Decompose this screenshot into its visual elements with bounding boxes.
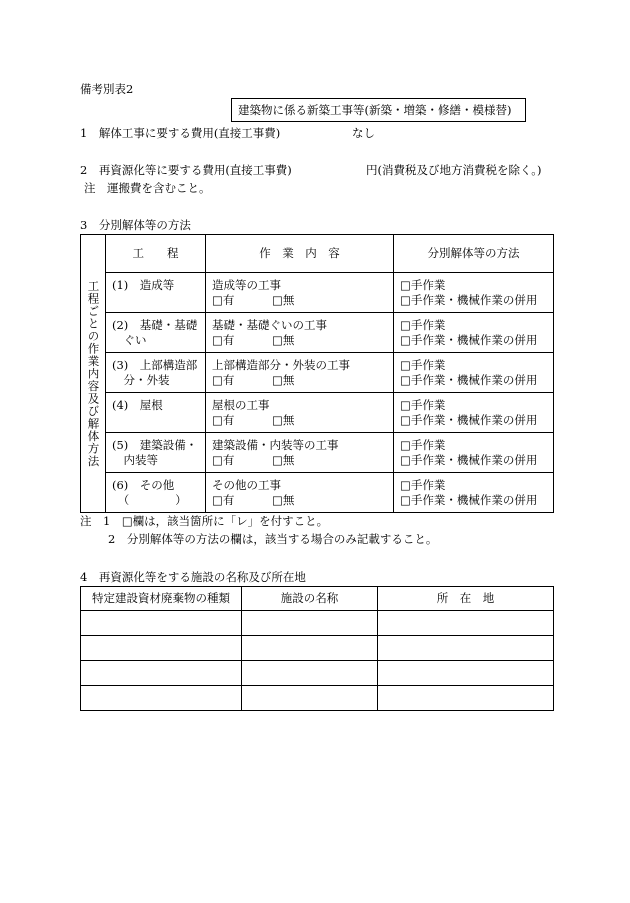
section3-note1: 注 1 □欄は，該当箇所に「レ」を付すこと。 <box>80 514 329 528</box>
manual-checkbox[interactable]: □手作業 <box>400 438 446 452</box>
waste-type-cell[interactable] <box>81 611 242 636</box>
facility-name-cell[interactable] <box>242 686 378 711</box>
process-label: (2) 基礎・基礎 <box>112 318 198 332</box>
no-checkbox[interactable]: □無 <box>272 453 295 467</box>
section2-label: 2 再資源化等に要する費用(直接工事費) <box>80 163 292 177</box>
manual-machine-checkbox[interactable]: □手作業・機械作業の併用 <box>400 453 538 467</box>
yes-checkbox[interactable]: □有 <box>212 333 235 347</box>
section2-value: 円(消費税及び地方消費税を除く。) <box>366 163 542 177</box>
table-row <box>81 636 554 661</box>
col-header-method: 分別解体等の方法 <box>394 235 554 273</box>
col-header-facility-name: 施設の名称 <box>242 587 378 611</box>
waste-type-cell[interactable] <box>81 686 242 711</box>
section1-value: なし <box>352 126 375 140</box>
process-label-line2: 内装等 <box>112 453 158 467</box>
location-cell[interactable] <box>378 661 554 686</box>
manual-checkbox[interactable]: □手作業 <box>400 318 446 332</box>
manual-checkbox[interactable]: □手作業 <box>400 398 446 412</box>
table-row <box>81 611 554 636</box>
location-cell[interactable] <box>378 686 554 711</box>
manual-machine-checkbox[interactable]: □手作業・機械作業の併用 <box>400 293 538 307</box>
table-row <box>81 393 554 433</box>
waste-type-cell[interactable] <box>81 661 242 686</box>
work-label: 基礎・基礎ぐいの工事 <box>212 318 327 332</box>
manual-checkbox[interactable]: □手作業 <box>400 358 446 372</box>
yes-checkbox[interactable]: □有 <box>212 293 235 307</box>
process-label: (3) 上部構造部 <box>112 358 198 372</box>
process-label: (6) その他 <box>112 478 175 492</box>
work-label: 造成等の工事 <box>212 278 281 292</box>
no-checkbox[interactable]: □無 <box>272 413 295 427</box>
section3-note2: 2 分別解体等の方法の欄は，該当する場合のみ記載すること。 <box>108 532 438 546</box>
no-checkbox[interactable]: □無 <box>272 293 295 307</box>
col-header-process: 工 程 <box>106 235 206 273</box>
location-cell[interactable] <box>378 611 554 636</box>
table-row <box>81 661 554 686</box>
yes-checkbox[interactable]: □有 <box>212 453 235 467</box>
facility-table <box>80 586 554 711</box>
work-label: 屋根の工事 <box>212 398 270 412</box>
facility-name-cell[interactable] <box>242 611 378 636</box>
manual-machine-checkbox[interactable]: □手作業・機械作業の併用 <box>400 413 538 427</box>
process-label-line2: 分・外装 <box>112 373 170 387</box>
process-label: (1) 造成等 <box>112 278 175 292</box>
manual-checkbox[interactable]: □手作業 <box>400 278 446 292</box>
process-label-line2: ぐい <box>112 333 147 347</box>
location-cell[interactable] <box>378 636 554 661</box>
table-row <box>81 473 554 513</box>
col-header-waste-type: 特定建設資材廃棄物の種類 <box>81 587 242 611</box>
yes-checkbox[interactable]: □有 <box>212 493 235 507</box>
side-label-cell <box>81 235 106 513</box>
work-label: その他の工事 <box>212 478 281 492</box>
table-row <box>81 433 554 473</box>
section1-label: 1 解体工事に要する費用(直接工事費) <box>80 126 281 140</box>
table-row <box>81 313 554 353</box>
work-label: 上部構造部分・外装の工事 <box>212 358 350 372</box>
form-title: 備考別表2 <box>80 82 134 96</box>
separation-method-table <box>80 234 554 513</box>
no-checkbox[interactable]: □無 <box>272 373 295 387</box>
yes-checkbox[interactable]: □有 <box>212 413 235 427</box>
manual-machine-checkbox[interactable]: □手作業・機械作業の併用 <box>400 493 538 507</box>
category-label: 建築物に係る新築工事等(新築・増築・修繕・模様替) <box>238 103 512 117</box>
process-label: (4) 屋根 <box>112 398 163 412</box>
facility-name-cell[interactable] <box>242 636 378 661</box>
table-row <box>81 686 554 711</box>
table-row <box>81 353 554 393</box>
no-checkbox[interactable]: □無 <box>272 333 295 347</box>
col-header-location: 所 在 地 <box>378 587 554 611</box>
manual-machine-checkbox[interactable]: □手作業・機械作業の併用 <box>400 333 538 347</box>
col-header-work: 作 業 内 容 <box>206 235 394 273</box>
table-row <box>81 273 554 313</box>
yes-checkbox[interactable]: □有 <box>212 373 235 387</box>
work-label: 建築設備・内装等の工事 <box>212 438 339 452</box>
process-label: (5) 建築設備・ <box>112 438 198 452</box>
section4-heading: 4 再資源化等をする施設の名称及び所在地 <box>80 570 306 584</box>
manual-checkbox[interactable]: □手作業 <box>400 478 446 492</box>
section3-heading: 3 分別解体等の方法 <box>80 218 191 232</box>
section2-note: 注 運搬費を含むこと。 <box>84 181 211 195</box>
facility-name-cell[interactable] <box>242 661 378 686</box>
category-box <box>231 98 526 122</box>
side-label: 工程ごとの作業内容及び解体方法 <box>86 279 101 468</box>
process-label-line2: （ ） <box>112 493 187 507</box>
manual-machine-checkbox[interactable]: □手作業・機械作業の併用 <box>400 373 538 387</box>
waste-type-cell[interactable] <box>81 636 242 661</box>
no-checkbox[interactable]: □無 <box>272 493 295 507</box>
